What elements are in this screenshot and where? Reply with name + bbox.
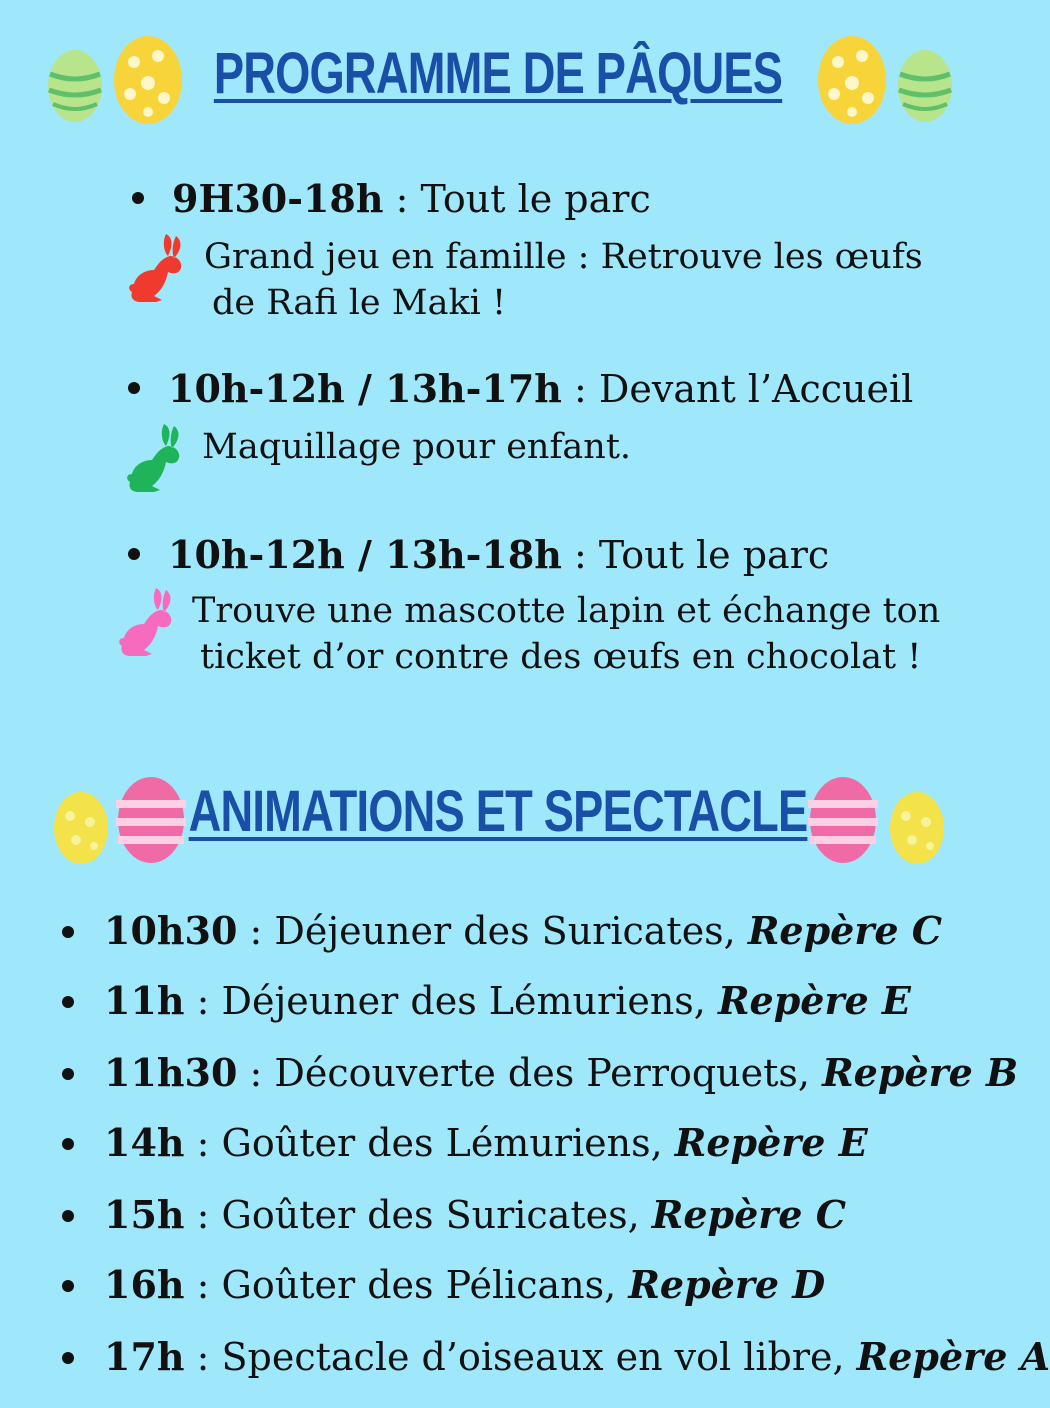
bullet — [62, 996, 74, 1008]
bullet — [62, 1352, 74, 1364]
programme-item: 9H30-18h : Tout le parc — [172, 176, 651, 221]
bullet — [62, 1068, 74, 1080]
animation-item: 14h : Goûter des Lémuriens, Repère E — [104, 1120, 868, 1165]
animation-item: 16h : Goûter des Pélicans, Repère D — [104, 1262, 825, 1307]
programme-desc: Grand jeu en famille : Retrouve les œufs de Rafi le Maki ! — [204, 237, 923, 323]
animation-item: 10h30 : Déjeuner des Suricates, Repère C — [104, 908, 942, 953]
animation-item: 11h30 : Découverte des Perroquets, Repère B — [104, 1050, 1018, 1095]
programme-title: PROGRAMME DE PÂQUES — [213, 41, 783, 106]
animation-item: 11h : Déjeuner des Lémuriens, Repère E — [104, 978, 911, 1023]
yellow-egg-icon — [50, 786, 112, 866]
green-egg-icon — [894, 44, 956, 124]
green-egg-icon — [44, 44, 106, 124]
bullet — [128, 548, 140, 560]
animations-title: ANIMATIONS ET SPECTACLE — [188, 779, 808, 844]
programme-item: 10h-12h / 13h-18h : Tout le parc — [168, 532, 829, 577]
yellow-egg-icon — [886, 786, 948, 866]
programme-desc: Trouve une mascotte lapin et échange ton ticket d’or contre des œufs en chocolat ! — [192, 591, 941, 677]
green-bunny-icon — [124, 422, 186, 494]
pink-bunny-icon — [116, 586, 178, 658]
bullet — [62, 1210, 74, 1222]
bullet — [62, 926, 74, 938]
bullet — [128, 382, 140, 394]
animation-item: 17h : Spectacle d’oiseaux en vol libre, Repère A — [104, 1334, 1050, 1379]
bullet — [62, 1280, 74, 1292]
animation-item: 15h : Goûter des Suricates, Repère C — [104, 1192, 846, 1237]
programme-item: 10h-12h / 13h-17h : Devant l’Accueil — [168, 366, 913, 411]
bullet — [132, 192, 144, 204]
red-bunny-icon — [126, 232, 188, 304]
bullet — [62, 1138, 74, 1150]
programme-desc: Maquillage pour enfant. — [202, 427, 632, 467]
